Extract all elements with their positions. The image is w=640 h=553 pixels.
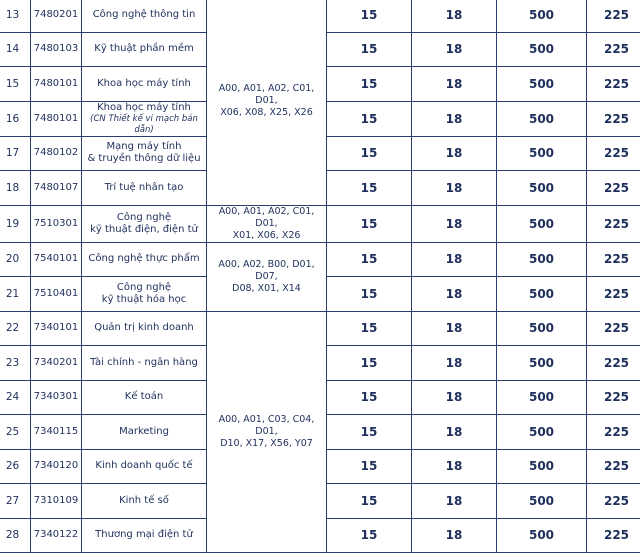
- score-4: 225: [587, 242, 640, 277]
- combo-line: X06, X08, X25, X26: [211, 107, 322, 119]
- score-3: 500: [497, 277, 587, 312]
- row-number: 27: [0, 484, 31, 519]
- score-1: 15: [327, 484, 412, 519]
- table-row: [0, 205, 640, 242]
- score-1: 15: [327, 171, 412, 206]
- score-1: 15: [327, 346, 412, 381]
- major-name: [82, 101, 207, 136]
- score-1: 15: [327, 205, 412, 242]
- row-number: 22: [0, 311, 31, 346]
- combo-line: A00, A01, A02, C01, D01,: [211, 206, 322, 230]
- score-1: 15: [327, 380, 412, 415]
- row-number: 23: [0, 346, 31, 381]
- major-code: 7340301: [31, 380, 82, 415]
- score-4: 225: [587, 101, 640, 136]
- score-3: 500: [497, 67, 587, 102]
- row-number: 24: [0, 380, 31, 415]
- major-name: Quản trị kinh doanh: [82, 311, 207, 346]
- score-3: 500: [497, 311, 587, 346]
- row-number: 26: [0, 449, 31, 484]
- row-number: 14: [0, 32, 31, 67]
- major-name-line: & truyền thông dữ liệu: [82, 153, 206, 165]
- score-4: 225: [587, 32, 640, 67]
- score-4: 225: [587, 67, 640, 102]
- score-2: 18: [412, 136, 497, 171]
- major-code: 7540101: [31, 242, 82, 277]
- major-code: 7340101: [31, 311, 82, 346]
- score-3: 500: [497, 0, 587, 32]
- combo-line: D10, X17, X56, Y07: [211, 438, 322, 450]
- major-name: Trí tuệ nhân tạo: [82, 171, 207, 206]
- score-3: 500: [497, 101, 587, 136]
- score-2: 18: [412, 101, 497, 136]
- score-4: 225: [587, 277, 640, 312]
- major-code: 7480101: [31, 101, 82, 136]
- row-number: 16: [0, 101, 31, 136]
- score-3: 500: [497, 380, 587, 415]
- score-3: 500: [497, 171, 587, 206]
- major-name-line: Mạng máy tính: [82, 141, 206, 153]
- major-code: 7310109: [31, 484, 82, 519]
- major-name: Thương mại điện tử: [82, 518, 207, 553]
- score-1: 15: [327, 136, 412, 171]
- score-1: 15: [327, 32, 412, 67]
- combo-line: D08, X01, X14: [211, 283, 322, 295]
- score-4: 225: [587, 415, 640, 450]
- score-2: 18: [412, 171, 497, 206]
- row-number: 15: [0, 67, 31, 102]
- major-specialization: (CN Thiết kế vi mạch bán dẫn): [82, 114, 206, 136]
- subject-combination: [207, 205, 327, 242]
- score-4: 225: [587, 449, 640, 484]
- major-name: Kế toán: [82, 380, 207, 415]
- score-4: 225: [587, 518, 640, 553]
- major-code: 7480103: [31, 32, 82, 67]
- major-name-line: kỹ thuật hóa học: [82, 294, 206, 306]
- major-name: [82, 277, 207, 312]
- subject-combination: [207, 311, 327, 553]
- score-2: 18: [412, 205, 497, 242]
- score-4: 225: [587, 346, 640, 381]
- major-name: [82, 205, 207, 242]
- major-name: Marketing: [82, 415, 207, 450]
- subject-combination: [207, 0, 327, 205]
- major-code: 7480102: [31, 136, 82, 171]
- combo-line: A00, A01, A02, C01, D01,: [211, 83, 322, 107]
- major-code: 7480201: [31, 0, 82, 32]
- major-name-line: Khoa học máy tính: [82, 102, 206, 114]
- major-code: 7510401: [31, 277, 82, 312]
- score-2: 18: [412, 32, 497, 67]
- score-2: 18: [412, 346, 497, 381]
- major-name-line: Công nghệ: [82, 212, 206, 224]
- major-name: [82, 136, 207, 171]
- score-2: 18: [412, 518, 497, 553]
- major-code: 7340201: [31, 346, 82, 381]
- score-2: 18: [412, 242, 497, 277]
- score-3: 500: [497, 518, 587, 553]
- major-name: Tài chính - ngân hàng: [82, 346, 207, 381]
- row-number: 13: [0, 0, 31, 32]
- major-name: Công nghệ thông tin: [82, 0, 207, 32]
- score-2: 18: [412, 277, 497, 312]
- score-4: 225: [587, 484, 640, 519]
- row-number: 25: [0, 415, 31, 450]
- row-number: 18: [0, 171, 31, 206]
- score-1: 15: [327, 242, 412, 277]
- major-code: 7340115: [31, 415, 82, 450]
- table-row: [0, 242, 640, 277]
- score-2: 18: [412, 0, 497, 32]
- major-code: 7340122: [31, 518, 82, 553]
- major-code: 7480107: [31, 171, 82, 206]
- score-4: 225: [587, 380, 640, 415]
- row-number: 17: [0, 136, 31, 171]
- major-name: Khoa học máy tính: [82, 67, 207, 102]
- major-name: Kinh doanh quốc tế: [82, 449, 207, 484]
- score-3: 500: [497, 449, 587, 484]
- major-name: Kinh tế số: [82, 484, 207, 519]
- score-1: 15: [327, 415, 412, 450]
- table-row: [0, 0, 640, 32]
- score-2: 18: [412, 415, 497, 450]
- score-3: 500: [497, 32, 587, 67]
- row-number: 20: [0, 242, 31, 277]
- score-1: 15: [327, 101, 412, 136]
- score-1: 15: [327, 449, 412, 484]
- score-3: 500: [497, 346, 587, 381]
- score-2: 18: [412, 311, 497, 346]
- score-1: 15: [327, 518, 412, 553]
- score-3: 500: [497, 205, 587, 242]
- score-2: 18: [412, 380, 497, 415]
- score-4: 225: [587, 171, 640, 206]
- combo-line: A00, A02, B00, D01, D07,: [211, 259, 322, 283]
- major-code: 7480101: [31, 67, 82, 102]
- subject-combination: [207, 242, 327, 311]
- score-1: 15: [327, 277, 412, 312]
- score-4: 225: [587, 0, 640, 32]
- score-3: 500: [497, 242, 587, 277]
- row-number: 21: [0, 277, 31, 312]
- major-code: 7510301: [31, 205, 82, 242]
- table-row: [0, 311, 640, 346]
- major-name-line: kỹ thuật điện, điện tử: [82, 224, 206, 236]
- score-1: 15: [327, 311, 412, 346]
- score-4: 225: [587, 205, 640, 242]
- score-2: 18: [412, 449, 497, 484]
- score-3: 500: [497, 484, 587, 519]
- combo-line: X01, X06, X26: [211, 230, 322, 242]
- score-4: 225: [587, 136, 640, 171]
- score-3: 500: [497, 136, 587, 171]
- score-1: 15: [327, 67, 412, 102]
- score-3: 500: [497, 415, 587, 450]
- major-code: 7340120: [31, 449, 82, 484]
- row-number: 28: [0, 518, 31, 553]
- score-1: 15: [327, 0, 412, 32]
- combo-line: A00, A01, C03, C04, D01,: [211, 414, 322, 438]
- major-name-line: Công nghệ: [82, 282, 206, 294]
- score-4: 225: [587, 311, 640, 346]
- major-name: Công nghệ thực phẩm: [82, 242, 207, 277]
- score-2: 18: [412, 484, 497, 519]
- row-number: 19: [0, 205, 31, 242]
- major-name: Kỹ thuật phần mềm: [82, 32, 207, 67]
- score-2: 18: [412, 67, 497, 102]
